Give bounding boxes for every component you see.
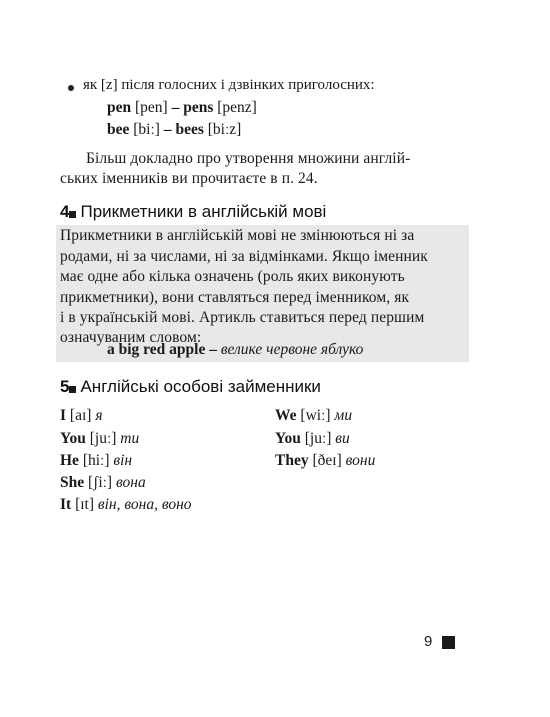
paragraph-line: ських іменників ви прочитаєте в п. 24.	[60, 170, 318, 187]
transcription: [wiː]	[296, 407, 335, 424]
pronoun-row	[60, 430, 139, 448]
pronoun: You	[60, 430, 86, 447]
pronoun-row	[275, 452, 375, 470]
pronoun: We	[275, 407, 297, 424]
translation: ви	[335, 430, 350, 447]
pronoun-row	[60, 474, 146, 492]
section-heading-5	[60, 377, 321, 397]
square-marker-icon	[69, 211, 76, 218]
bullet-text: як [z] після голосних і дзвінких приголосних:	[83, 77, 375, 93]
pronoun: You	[275, 430, 301, 447]
plural-example-bee	[107, 121, 241, 139]
adjective-example	[107, 341, 363, 359]
bullet-point	[68, 85, 74, 91]
dash: –	[205, 341, 221, 358]
box-line: Прикметники в англійській мові не змінюються ні за	[60, 227, 415, 244]
section-heading-4	[60, 202, 326, 222]
pronoun: They	[275, 452, 309, 469]
page-square-icon	[442, 636, 455, 649]
translation: вони	[345, 452, 376, 469]
word-plural: bees	[175, 121, 204, 138]
transcription: [aɪ]	[66, 407, 96, 424]
word: pen	[107, 99, 132, 116]
transcription-plural: [biːz]	[203, 121, 242, 138]
square-marker-icon	[69, 386, 76, 393]
dash: –	[171, 99, 184, 116]
box-line: прикметники), вони ставляться перед іменником, як	[60, 289, 410, 306]
box-line: родами, ні за числами, ні за відмінками. Якщо іменник	[60, 248, 428, 265]
transcription: [juː]	[300, 430, 336, 447]
transcription: [ʃiː]	[84, 474, 116, 491]
transcription: [pen]	[131, 99, 172, 116]
transcription: [ɪt]	[71, 496, 98, 513]
example-ukrainian: велике червоне яблуко	[220, 341, 364, 358]
pronoun-row	[60, 407, 103, 425]
word-plural: pens	[183, 99, 214, 116]
paragraph-line: Більш докладно про утворення множини англій-	[86, 150, 411, 167]
dash: –	[163, 121, 176, 138]
translation: ми	[334, 407, 353, 424]
plural-example-pen	[107, 99, 257, 117]
section-title: Прикметники в англійській мові	[80, 202, 327, 221]
translation: він	[113, 452, 133, 469]
pronoun-row	[60, 452, 132, 470]
pronoun: It	[60, 496, 72, 513]
box-line: має одне або кілька означень (роль яких виконують	[60, 268, 405, 285]
pronoun: He	[60, 452, 79, 469]
transcription: [juː]	[85, 430, 121, 447]
section-number: 5	[60, 377, 70, 396]
word: bee	[107, 121, 130, 138]
pronoun: I	[60, 407, 67, 424]
pronoun-row	[275, 430, 350, 448]
pronoun-row	[60, 496, 192, 514]
page-number: 9	[424, 633, 433, 650]
section-number: 4	[60, 202, 70, 221]
translation: він, вона, воно	[97, 496, 192, 513]
transcription-plural: [penz]	[213, 99, 257, 116]
pronoun-row	[275, 407, 352, 425]
translation: вона	[115, 474, 146, 491]
translation: ти	[120, 430, 140, 447]
transcription: [hiː]	[78, 452, 114, 469]
transcription: [ðeɪ]	[308, 452, 346, 469]
transcription: [biː]	[129, 121, 164, 138]
example-english: a big red apple	[107, 341, 206, 358]
section-title: Англійські особові займенники	[80, 377, 321, 396]
pronoun: She	[60, 474, 85, 491]
box-line: і в українській мові. Артикль ставиться перед першим	[60, 309, 425, 326]
translation: я	[95, 407, 103, 424]
box-line: означуваним словом:	[60, 329, 202, 346]
